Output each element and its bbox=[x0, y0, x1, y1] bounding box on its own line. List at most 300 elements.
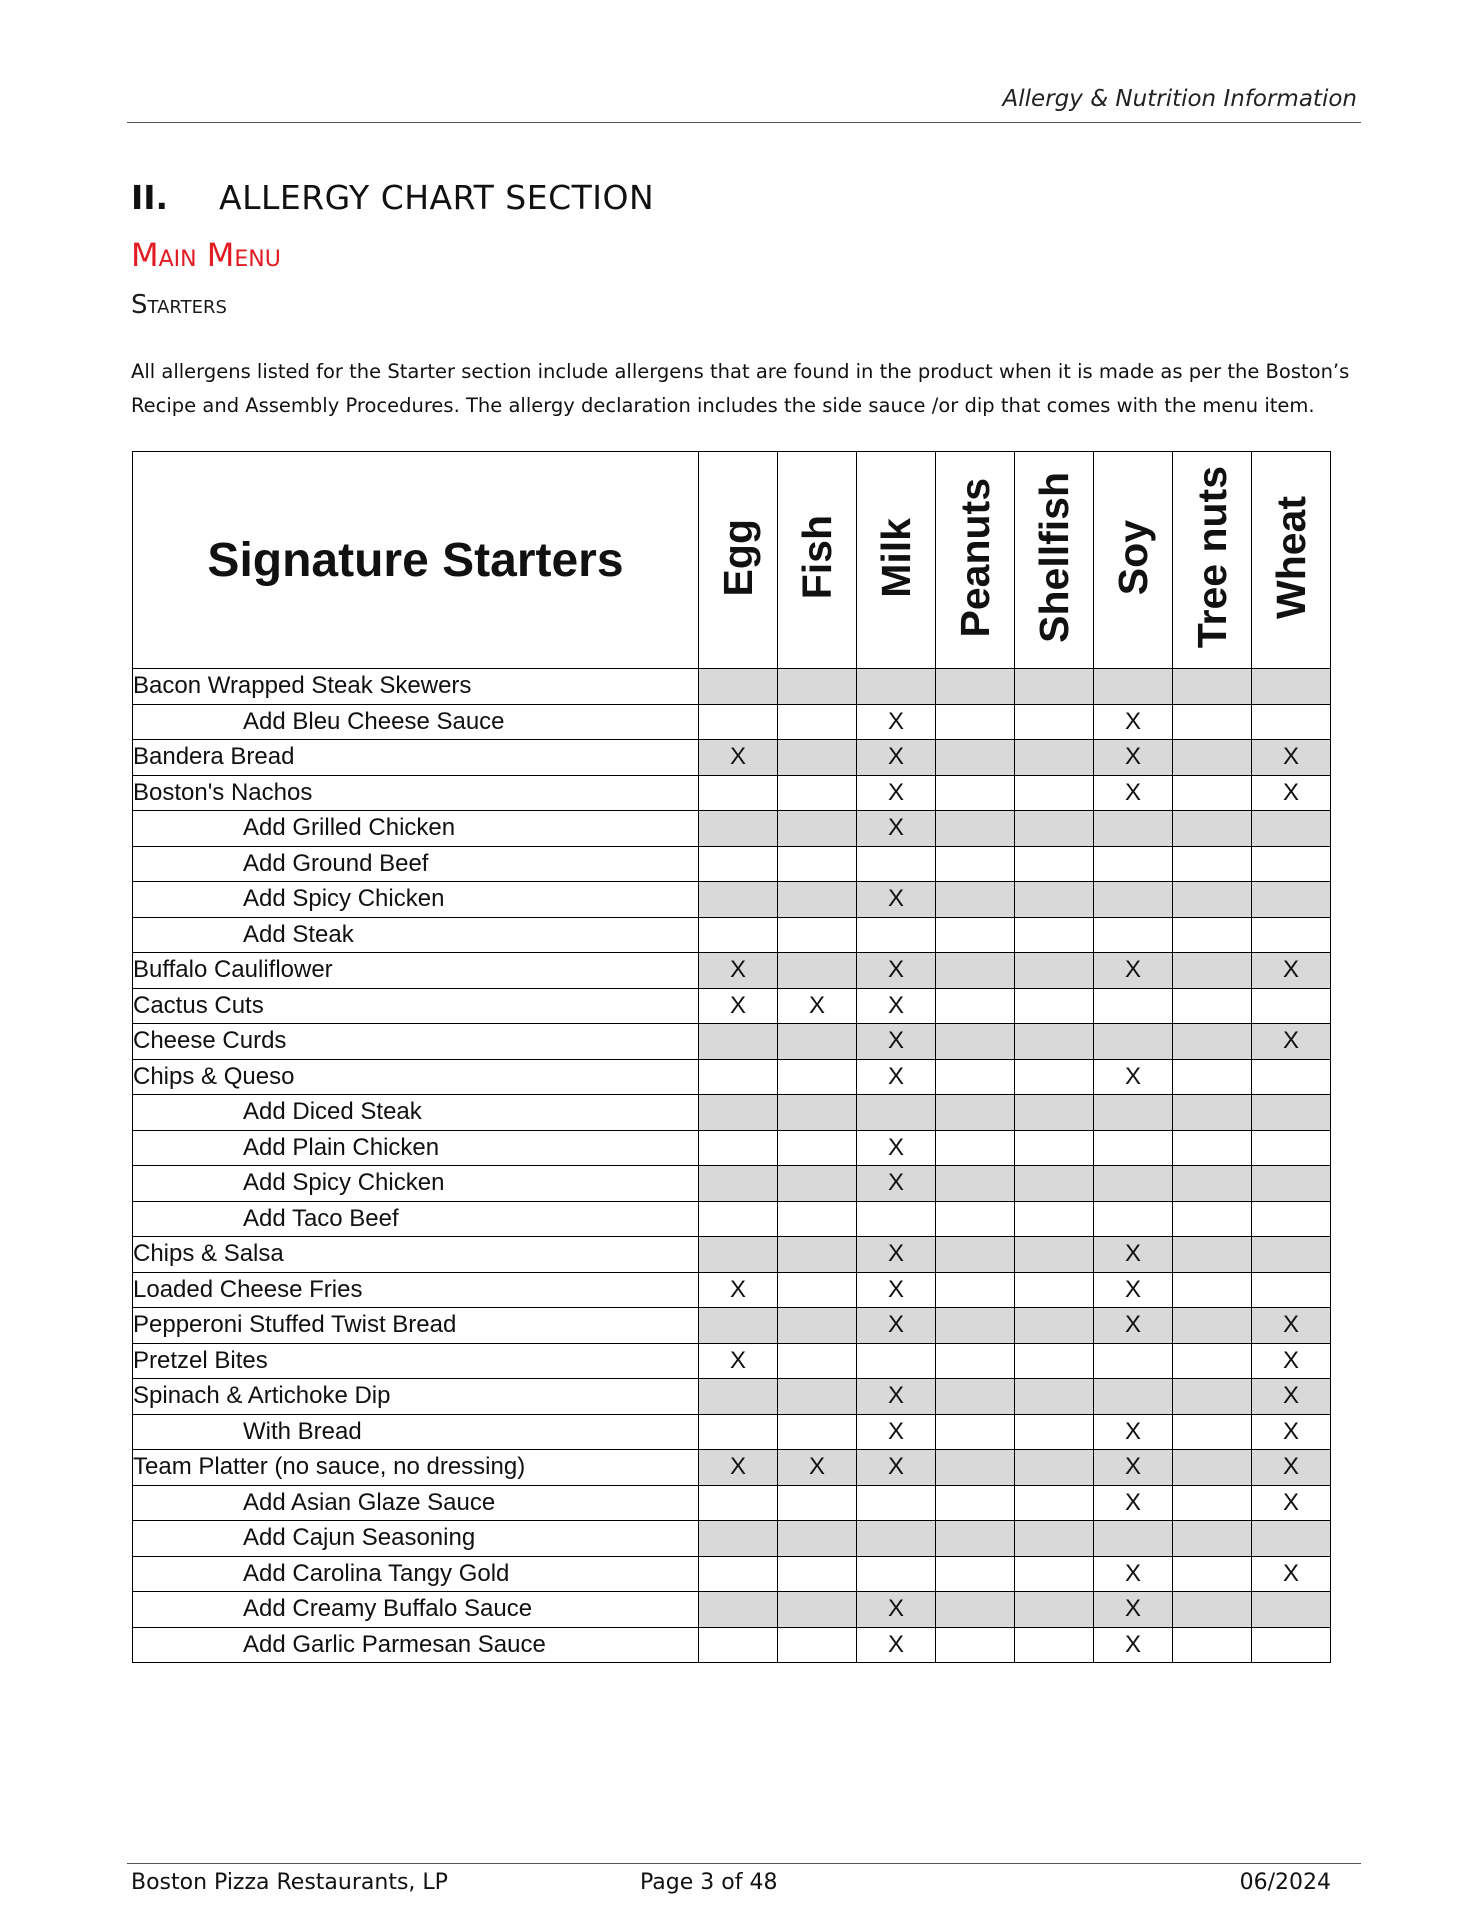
table-row bbox=[133, 1059, 1331, 1095]
allergen-cell bbox=[699, 1379, 778, 1415]
allergen-cell: X bbox=[1252, 740, 1331, 776]
allergen-cell bbox=[936, 1272, 1015, 1308]
allergen-cell: X bbox=[857, 1272, 936, 1308]
table-row bbox=[133, 669, 1331, 705]
allergen-cell bbox=[778, 1130, 857, 1166]
allergen-cell: X bbox=[857, 1024, 936, 1060]
table-row bbox=[133, 1201, 1331, 1237]
chart-body bbox=[133, 669, 1331, 1663]
menu-item-addon: Add Plain Chicken bbox=[133, 1130, 699, 1166]
allergen-cell bbox=[699, 882, 778, 918]
allergen-cell: X bbox=[1094, 1237, 1173, 1273]
allergen-cell: X bbox=[1094, 1414, 1173, 1450]
allergen-header bbox=[699, 452, 778, 669]
table-row bbox=[133, 704, 1331, 740]
allergen-cell bbox=[857, 1556, 936, 1592]
table-row bbox=[133, 953, 1331, 989]
allergen-cell: X bbox=[1094, 740, 1173, 776]
allergen-cell bbox=[1173, 811, 1252, 847]
allergen-cell: X bbox=[1094, 775, 1173, 811]
table-row bbox=[133, 1521, 1331, 1557]
allergen-cell: X bbox=[857, 1379, 936, 1415]
table-row bbox=[133, 1343, 1331, 1379]
allergen-cell bbox=[1094, 882, 1173, 918]
allergen-cell bbox=[778, 811, 857, 847]
subsection-heading: Starters bbox=[131, 290, 227, 320]
allergen-cell bbox=[1173, 1521, 1252, 1557]
allergen-cell bbox=[1252, 988, 1331, 1024]
allergen-cell: X bbox=[1094, 1592, 1173, 1628]
section-title: ALLERGY CHART SECTION bbox=[219, 178, 655, 217]
allergen-cell bbox=[1015, 1556, 1094, 1592]
table-row bbox=[133, 882, 1331, 918]
table-row bbox=[133, 775, 1331, 811]
allergen-cell: X bbox=[778, 988, 857, 1024]
allergen-cell: X bbox=[857, 1237, 936, 1273]
menu-item-name: Cheese Curds bbox=[133, 1024, 699, 1060]
allergen-cell bbox=[936, 988, 1015, 1024]
allergen-header bbox=[1173, 452, 1252, 669]
allergen-cell: X bbox=[857, 704, 936, 740]
allergen-cell bbox=[936, 1024, 1015, 1060]
allergen-cell bbox=[936, 1237, 1015, 1273]
allergen-cell: X bbox=[699, 1450, 778, 1486]
allergen-cell: X bbox=[1252, 775, 1331, 811]
table-row bbox=[133, 811, 1331, 847]
page-header bbox=[127, 84, 1361, 123]
allergen-cell: X bbox=[1094, 704, 1173, 740]
allergen-cell bbox=[1173, 775, 1252, 811]
table-row bbox=[133, 740, 1331, 776]
allergen-cell bbox=[699, 1237, 778, 1273]
allergen-cell bbox=[1252, 882, 1331, 918]
allergen-cell bbox=[1252, 1521, 1331, 1557]
allergen-label: Fish bbox=[793, 515, 840, 600]
table-row bbox=[133, 1592, 1331, 1628]
allergen-cell bbox=[936, 811, 1015, 847]
allergen-cell bbox=[1252, 1627, 1331, 1663]
allergen-cell bbox=[778, 1024, 857, 1060]
footer-date: 06/2024 bbox=[1239, 1870, 1331, 1895]
allergen-cell bbox=[1015, 1414, 1094, 1450]
menu-item-addon: Add Grilled Chicken bbox=[133, 811, 699, 847]
allergen-cell: X bbox=[1252, 1414, 1331, 1450]
allergen-cell bbox=[936, 669, 1015, 705]
allergen-cell bbox=[1173, 1414, 1252, 1450]
allergen-cell bbox=[857, 669, 936, 705]
allergen-cell bbox=[778, 1521, 857, 1557]
allergen-cell bbox=[778, 882, 857, 918]
allergen-cell bbox=[699, 1166, 778, 1202]
allergen-cell bbox=[1015, 1308, 1094, 1344]
allergen-cell bbox=[1173, 669, 1252, 705]
allergen-cell bbox=[1094, 669, 1173, 705]
menu-item-name: Buffalo Cauliflower bbox=[133, 953, 699, 989]
allergen-cell: X bbox=[1252, 1308, 1331, 1344]
allergen-header bbox=[1094, 452, 1173, 669]
allergen-cell bbox=[936, 953, 1015, 989]
allergen-cell bbox=[1252, 669, 1331, 705]
allergen-label: Milk bbox=[872, 517, 919, 598]
table-row bbox=[133, 1272, 1331, 1308]
menu-item-name: Spinach & Artichoke Dip bbox=[133, 1379, 699, 1415]
allergen-cell bbox=[699, 1521, 778, 1557]
allergen-cell bbox=[1173, 846, 1252, 882]
allergen-cell: X bbox=[857, 1308, 936, 1344]
allergen-cell: X bbox=[857, 1059, 936, 1095]
menu-item-name: Boston's Nachos bbox=[133, 775, 699, 811]
allergen-cell: X bbox=[857, 988, 936, 1024]
allergen-cell bbox=[778, 740, 857, 776]
allergen-cell bbox=[1252, 1237, 1331, 1273]
menu-item-addon: Add Spicy Chicken bbox=[133, 1166, 699, 1202]
allergen-cell bbox=[936, 1556, 1015, 1592]
allergen-cell bbox=[778, 704, 857, 740]
allergen-cell bbox=[699, 1095, 778, 1131]
footer-company: Boston Pizza Restaurants, LP bbox=[131, 1870, 448, 1895]
allergen-cell bbox=[1173, 704, 1252, 740]
allergen-cell bbox=[936, 1485, 1015, 1521]
allergen-cell bbox=[1015, 740, 1094, 776]
allergen-cell bbox=[1094, 988, 1173, 1024]
allergen-label: Soy bbox=[1109, 519, 1156, 596]
footer-page-number: Page 3 of 48 bbox=[640, 1870, 778, 1895]
allergen-cell bbox=[1015, 1450, 1094, 1486]
table-row bbox=[133, 1130, 1331, 1166]
allergen-cell: X bbox=[1094, 1272, 1173, 1308]
allergen-cell bbox=[1094, 1521, 1173, 1557]
allergen-cell bbox=[1015, 1592, 1094, 1628]
allergen-cell bbox=[1252, 1592, 1331, 1628]
allergen-cell: X bbox=[1094, 1308, 1173, 1344]
allergen-cell bbox=[857, 1095, 936, 1131]
allergen-cell bbox=[1015, 669, 1094, 705]
allergen-cell bbox=[1173, 1379, 1252, 1415]
allergen-cell bbox=[857, 846, 936, 882]
allergen-cell bbox=[1015, 882, 1094, 918]
allergen-cell bbox=[1094, 1379, 1173, 1415]
allergen-cell bbox=[778, 1166, 857, 1202]
allergen-cell bbox=[936, 917, 1015, 953]
menu-item-addon: With Bread bbox=[133, 1414, 699, 1450]
allergen-cell: X bbox=[857, 1166, 936, 1202]
allergen-cell bbox=[1173, 1059, 1252, 1095]
allergen-cell: X bbox=[699, 953, 778, 989]
allergen-cell bbox=[1173, 1592, 1252, 1628]
allergen-cell bbox=[699, 775, 778, 811]
table-row bbox=[133, 1237, 1331, 1273]
menu-item-addon: Add Bleu Cheese Sauce bbox=[133, 704, 699, 740]
table-row bbox=[133, 1379, 1331, 1415]
allergen-cell bbox=[1094, 1166, 1173, 1202]
menu-item-addon: Add Asian Glaze Sauce bbox=[133, 1485, 699, 1521]
allergen-cell bbox=[936, 1627, 1015, 1663]
allergen-label: Peanuts bbox=[951, 477, 998, 638]
allergen-cell bbox=[1173, 1308, 1252, 1344]
allergen-cell bbox=[1015, 953, 1094, 989]
allergen-cell bbox=[1015, 988, 1094, 1024]
menu-item-name: Bandera Bread bbox=[133, 740, 699, 776]
allergen-cell bbox=[857, 1521, 936, 1557]
allergen-cell bbox=[1173, 1627, 1252, 1663]
allergen-cell bbox=[1015, 704, 1094, 740]
allergen-cell: X bbox=[699, 1272, 778, 1308]
allergen-cell: X bbox=[857, 811, 936, 847]
allergen-cell bbox=[1015, 1095, 1094, 1131]
menu-item-name: Chips & Salsa bbox=[133, 1237, 699, 1273]
table-row bbox=[133, 1485, 1331, 1521]
allergen-cell bbox=[1094, 846, 1173, 882]
allergen-cell: X bbox=[1252, 1450, 1331, 1486]
allergen-cell bbox=[778, 1343, 857, 1379]
allergen-cell bbox=[699, 1627, 778, 1663]
allergen-cell bbox=[936, 704, 1015, 740]
allergen-cell bbox=[1173, 917, 1252, 953]
allergen-cell bbox=[857, 1201, 936, 1237]
menu-item-addon: Add Steak bbox=[133, 917, 699, 953]
allergen-cell bbox=[936, 1130, 1015, 1166]
allergen-cell: X bbox=[699, 988, 778, 1024]
allergen-cell bbox=[1094, 1201, 1173, 1237]
menu-item-addon: Add Creamy Buffalo Sauce bbox=[133, 1592, 699, 1628]
allergen-cell bbox=[1094, 917, 1173, 953]
allergen-cell bbox=[778, 1592, 857, 1628]
allergen-cell: X bbox=[1094, 1059, 1173, 1095]
table-row bbox=[133, 1627, 1331, 1663]
allergen-cell bbox=[1252, 704, 1331, 740]
chart-title: Signature Starters bbox=[133, 452, 699, 669]
allergen-header bbox=[1252, 452, 1331, 669]
allergen-cell bbox=[778, 953, 857, 989]
allergen-label: Tree nuts bbox=[1188, 466, 1235, 649]
menu-item-name: Bacon Wrapped Steak Skewers bbox=[133, 669, 699, 705]
allergen-cell bbox=[936, 1201, 1015, 1237]
table-row bbox=[133, 1166, 1331, 1202]
menu-heading: Main Menu bbox=[131, 236, 281, 274]
allergen-cell bbox=[1015, 1379, 1094, 1415]
allergen-cell: X bbox=[1094, 1450, 1173, 1486]
allergen-cell bbox=[1252, 1201, 1331, 1237]
allergen-cell bbox=[857, 1485, 936, 1521]
allergen-cell bbox=[1252, 811, 1331, 847]
menu-item-name: Cactus Cuts bbox=[133, 988, 699, 1024]
allergen-cell bbox=[778, 1237, 857, 1273]
allergen-cell bbox=[1252, 846, 1331, 882]
allergen-cell: X bbox=[1094, 953, 1173, 989]
allergen-cell bbox=[699, 1024, 778, 1060]
page-footer bbox=[127, 1863, 1361, 1904]
allergen-cell bbox=[778, 1414, 857, 1450]
menu-item-addon: Add Cajun Seasoning bbox=[133, 1521, 699, 1557]
allergen-cell bbox=[778, 1059, 857, 1095]
table-row bbox=[133, 846, 1331, 882]
allergen-cell: X bbox=[778, 1450, 857, 1486]
table-row bbox=[133, 1095, 1331, 1131]
allergen-cell: X bbox=[857, 1592, 936, 1628]
allergen-cell bbox=[699, 1556, 778, 1592]
menu-item-addon: Add Carolina Tangy Gold bbox=[133, 1556, 699, 1592]
allergen-cell bbox=[699, 846, 778, 882]
allergen-cell bbox=[778, 917, 857, 953]
allergen-cell bbox=[699, 811, 778, 847]
allergen-cell bbox=[936, 1343, 1015, 1379]
table-row bbox=[133, 1308, 1331, 1344]
allergen-cell bbox=[1173, 1556, 1252, 1592]
allergen-cell bbox=[699, 1592, 778, 1628]
menu-item-name: Pepperoni Stuffed Twist Bread bbox=[133, 1308, 699, 1344]
table-row bbox=[133, 1450, 1331, 1486]
allergen-cell bbox=[778, 846, 857, 882]
allergen-cell bbox=[1173, 1485, 1252, 1521]
allergen-cell bbox=[936, 882, 1015, 918]
allergen-cell bbox=[857, 1343, 936, 1379]
allergen-cell bbox=[1015, 1024, 1094, 1060]
allergen-cell bbox=[1173, 882, 1252, 918]
allergen-cell bbox=[936, 846, 1015, 882]
allergen-cell bbox=[936, 1166, 1015, 1202]
allergen-cell bbox=[1015, 1130, 1094, 1166]
chart-header-row bbox=[133, 452, 1331, 669]
allergen-cell: X bbox=[857, 775, 936, 811]
allergen-cell bbox=[936, 1308, 1015, 1344]
allergen-cell: X bbox=[857, 1627, 936, 1663]
allergen-cell bbox=[936, 1414, 1015, 1450]
allergen-cell bbox=[1094, 1095, 1173, 1131]
allergen-cell bbox=[699, 1414, 778, 1450]
allergen-header bbox=[936, 452, 1015, 669]
menu-item-name: Loaded Cheese Fries bbox=[133, 1272, 699, 1308]
allergen-cell: X bbox=[699, 740, 778, 776]
allergen-cell: X bbox=[1252, 1343, 1331, 1379]
allergen-cell bbox=[936, 775, 1015, 811]
allergen-header bbox=[1015, 452, 1094, 669]
allergen-cell bbox=[1173, 1095, 1252, 1131]
allergen-cell: X bbox=[1094, 1485, 1173, 1521]
table-row bbox=[133, 1024, 1331, 1060]
allergen-cell: X bbox=[1252, 1024, 1331, 1060]
allergen-cell bbox=[936, 1095, 1015, 1131]
allergen-cell bbox=[1252, 1059, 1331, 1095]
allergen-cell bbox=[699, 704, 778, 740]
allergen-cell bbox=[778, 1485, 857, 1521]
allergen-cell bbox=[1015, 1521, 1094, 1557]
allergen-cell: X bbox=[1094, 1556, 1173, 1592]
allergen-header bbox=[778, 452, 857, 669]
allergen-cell: X bbox=[1252, 953, 1331, 989]
allergen-cell bbox=[1173, 1237, 1252, 1273]
allergen-cell bbox=[1094, 1024, 1173, 1060]
allergen-cell bbox=[1173, 953, 1252, 989]
allergen-cell bbox=[1173, 1272, 1252, 1308]
allergen-cell: X bbox=[857, 1130, 936, 1166]
allergen-label: Shellfish bbox=[1030, 472, 1077, 643]
menu-item-addon: Add Ground Beef bbox=[133, 846, 699, 882]
allergen-cell bbox=[1015, 1627, 1094, 1663]
allergen-cell bbox=[699, 1059, 778, 1095]
allergen-cell bbox=[778, 1379, 857, 1415]
allergen-cell bbox=[936, 1592, 1015, 1628]
allergen-cell: X bbox=[857, 740, 936, 776]
allergen-label: Wheat bbox=[1267, 496, 1314, 619]
menu-item-name: Pretzel Bites bbox=[133, 1343, 699, 1379]
allergen-cell bbox=[1094, 1130, 1173, 1166]
allergen-cell bbox=[1173, 740, 1252, 776]
allergen-cell: X bbox=[857, 953, 936, 989]
allergen-cell bbox=[778, 1201, 857, 1237]
allergen-cell bbox=[1173, 1450, 1252, 1486]
allergen-cell bbox=[1015, 1485, 1094, 1521]
allergen-cell bbox=[936, 1450, 1015, 1486]
allergen-cell bbox=[1015, 1166, 1094, 1202]
menu-item-name: Chips & Queso bbox=[133, 1059, 699, 1095]
allergen-cell bbox=[1015, 775, 1094, 811]
allergen-cell bbox=[1015, 917, 1094, 953]
allergen-cell bbox=[1252, 1272, 1331, 1308]
allergen-cell bbox=[936, 1521, 1015, 1557]
allergen-cell bbox=[1173, 1201, 1252, 1237]
allergen-cell: X bbox=[1252, 1485, 1331, 1521]
header-title: Allergy & Nutrition Information bbox=[1002, 86, 1357, 112]
allergen-cell bbox=[1173, 1343, 1252, 1379]
allergen-cell bbox=[778, 1627, 857, 1663]
allergen-cell bbox=[1094, 811, 1173, 847]
allergen-cell bbox=[699, 1130, 778, 1166]
menu-item-addon: Add Garlic Parmesan Sauce bbox=[133, 1627, 699, 1663]
allergen-cell bbox=[1173, 1024, 1252, 1060]
allergen-cell bbox=[1015, 1272, 1094, 1308]
allergen-cell bbox=[1173, 988, 1252, 1024]
table-row bbox=[133, 1556, 1331, 1592]
table-row bbox=[133, 1414, 1331, 1450]
allergen-cell bbox=[778, 1308, 857, 1344]
allergen-cell: X bbox=[1252, 1379, 1331, 1415]
allergen-cell bbox=[1173, 1130, 1252, 1166]
menu-item-name: Team Platter (no sauce, no dressing) bbox=[133, 1450, 699, 1486]
allergen-cell: X bbox=[857, 1414, 936, 1450]
allergen-cell bbox=[778, 669, 857, 705]
allergen-cell bbox=[699, 1485, 778, 1521]
allergen-cell bbox=[1015, 1201, 1094, 1237]
menu-item-addon: Add Diced Steak bbox=[133, 1095, 699, 1131]
allergen-cell bbox=[936, 1379, 1015, 1415]
allergen-cell: X bbox=[1094, 1627, 1173, 1663]
allergen-cell: X bbox=[857, 1450, 936, 1486]
table-row bbox=[133, 988, 1331, 1024]
allergen-cell bbox=[1173, 1166, 1252, 1202]
allergen-cell: X bbox=[699, 1343, 778, 1379]
allergen-cell bbox=[778, 1556, 857, 1592]
allergen-cell bbox=[699, 1308, 778, 1344]
allergen-cell bbox=[1015, 846, 1094, 882]
allergen-cell bbox=[1015, 811, 1094, 847]
allergen-cell bbox=[778, 1272, 857, 1308]
allergen-cell bbox=[778, 1095, 857, 1131]
allergen-cell bbox=[1252, 1130, 1331, 1166]
table-row bbox=[133, 917, 1331, 953]
allergen-cell bbox=[1252, 1166, 1331, 1202]
allergen-cell bbox=[936, 1059, 1015, 1095]
section-number: II. bbox=[131, 178, 169, 217]
allergen-cell bbox=[699, 917, 778, 953]
allergen-cell bbox=[699, 669, 778, 705]
allergen-header bbox=[857, 452, 936, 669]
allergen-cell: X bbox=[857, 882, 936, 918]
allergen-cell bbox=[778, 775, 857, 811]
allergen-cell bbox=[1015, 1237, 1094, 1273]
menu-item-addon: Add Taco Beef bbox=[133, 1201, 699, 1237]
menu-item-addon: Add Spicy Chicken bbox=[133, 882, 699, 918]
allergen-cell: X bbox=[1252, 1556, 1331, 1592]
